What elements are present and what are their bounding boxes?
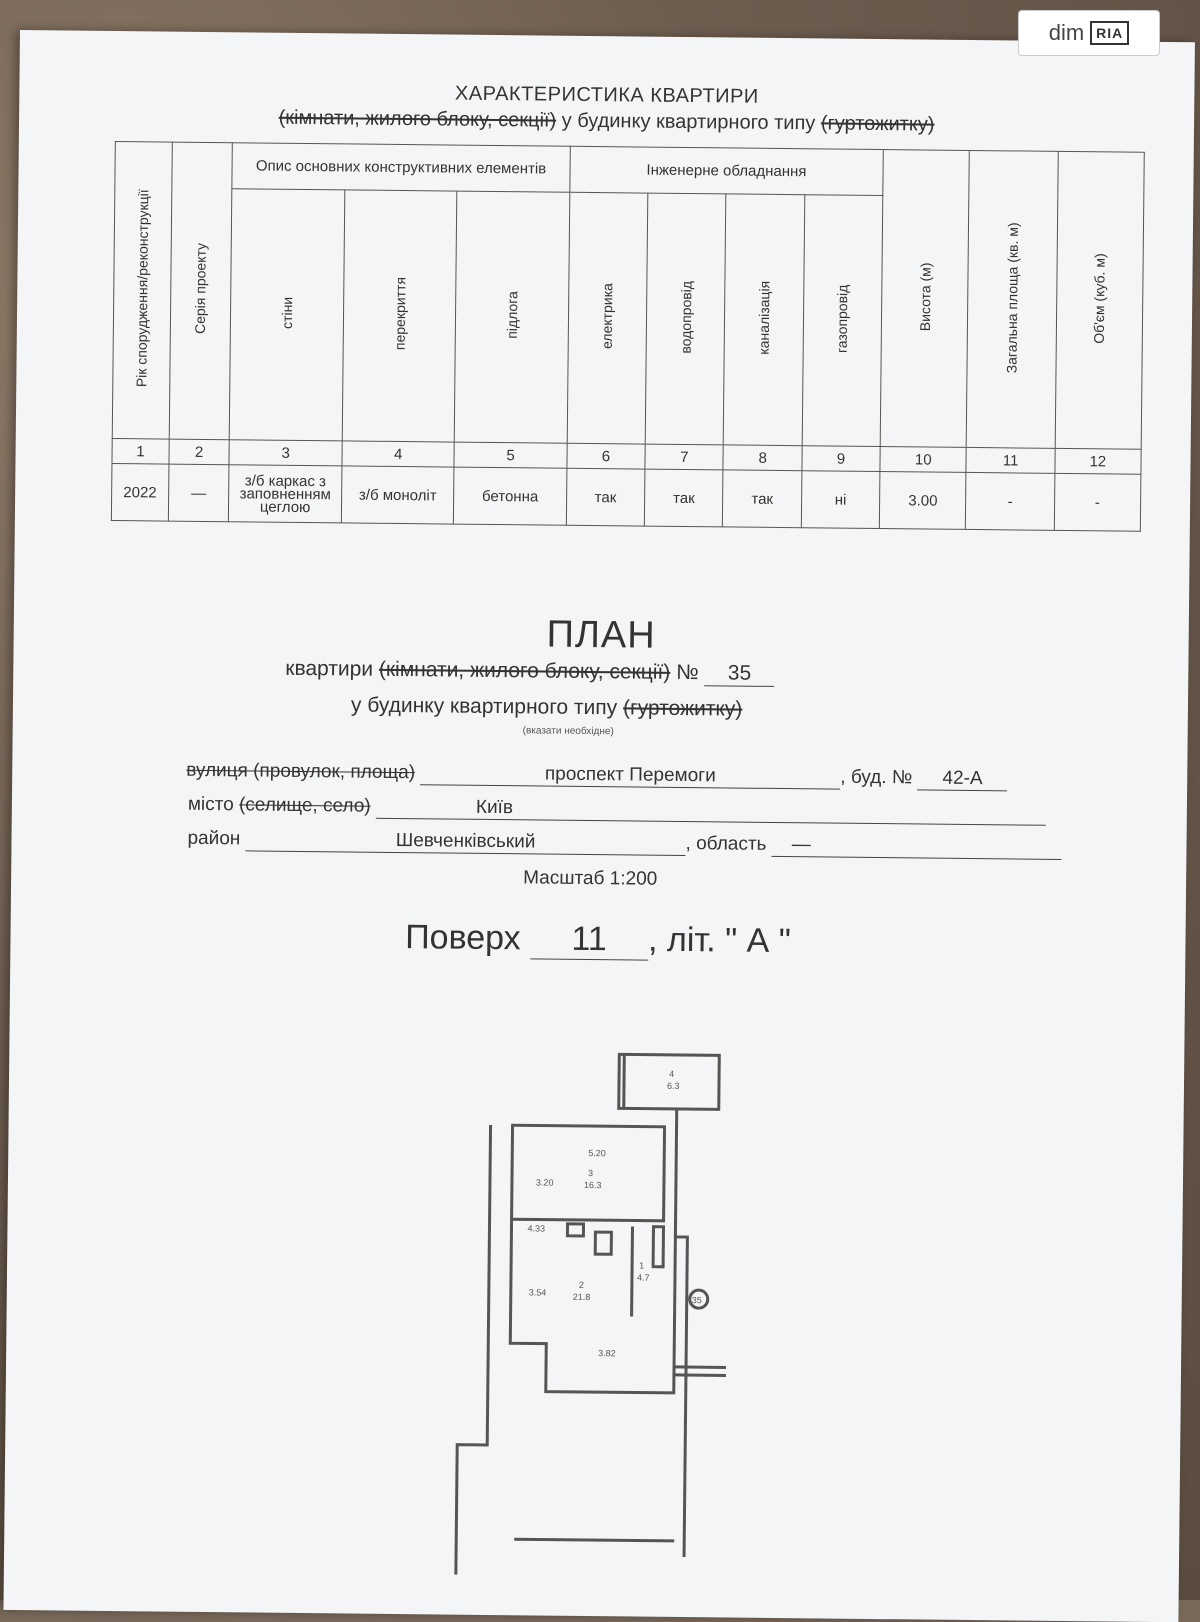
stove-icon	[595, 1232, 611, 1254]
num-cell: 12	[1055, 448, 1142, 474]
col-electric-header: електрика	[567, 192, 648, 444]
col-walls-header: стіни	[229, 189, 344, 441]
col-height-header: Висота (м)	[880, 150, 969, 448]
plan-line-building-type: у будинку квартирного типу (гуртожитку)	[350, 693, 743, 721]
value-walls: з/б каркас з заповненням цеглою	[229, 465, 342, 523]
col-floors-header: перекриття	[342, 190, 457, 442]
dim-bottom: 3.82	[598, 1348, 616, 1359]
col-volume-header: Об'єм (куб. м)	[1055, 151, 1144, 449]
value-year: 2022	[111, 463, 168, 521]
apartment-circle-number: 35	[691, 1295, 702, 1306]
col-floor-header: підлога	[455, 191, 570, 443]
value-floor: бетонна	[454, 467, 567, 525]
col-series-header: Серія проекту	[169, 142, 233, 440]
value-gas: ні	[801, 471, 880, 529]
dim-mid: 4.33	[527, 1223, 546, 1234]
group-constructive: Опис основних конструктивних елементів	[232, 143, 570, 193]
num-cell: 5	[454, 442, 567, 468]
value-height: 3.00	[879, 472, 966, 530]
dim-left-lower: 3.54	[528, 1287, 547, 1298]
apartment-number: 35	[704, 661, 774, 687]
hint-text: (вказати необхідне)	[522, 725, 614, 738]
value-series: —	[168, 464, 229, 522]
street-value: проспект Перемоги	[420, 762, 840, 789]
col-area-header: Загальна площа (кв. м)	[967, 150, 1058, 448]
col-sewer-header: каналізація	[724, 194, 805, 446]
num-cell: 4	[342, 441, 455, 467]
num-cell: 8	[723, 445, 802, 471]
sink-icon	[567, 1224, 583, 1236]
value-sewer: так	[723, 470, 802, 528]
outer-wall-left	[456, 1125, 491, 1575]
city-value: Київ	[376, 796, 1046, 826]
dim-top: 5.20	[588, 1148, 606, 1159]
col-year-header: Рік спорудження/реконструкції	[112, 142, 172, 440]
subtitle-struck-end: (гуртожитку)	[820, 112, 935, 136]
num-cell: 1	[112, 438, 169, 464]
district-line: район Шевченківський , область —	[187, 828, 1061, 860]
value-area: -	[966, 472, 1055, 530]
room-4-number: 4	[669, 1068, 675, 1079]
col-gas-header: газопровід	[802, 195, 883, 447]
values-row	[111, 463, 1141, 531]
num-cell: 10	[880, 447, 967, 473]
num-cell: 9	[802, 446, 881, 472]
room-2-walls	[510, 1219, 676, 1393]
num-cell: 7	[645, 444, 724, 470]
brand-badge: RIA	[1090, 21, 1129, 45]
value-floors: з/б моноліт	[341, 466, 454, 524]
num-cell: 6	[567, 443, 646, 469]
characteristics-table	[111, 141, 1145, 532]
plan-line-apartment: квартири (кімнати, жилого блоку, секції) № 35	[285, 657, 774, 687]
floor-number: 11	[530, 919, 648, 960]
room-4-area: 6.3	[666, 1080, 680, 1091]
room-3-area: 16.3	[583, 1179, 602, 1191]
num-cell: 3	[229, 440, 342, 466]
district-value: Шевченківський	[246, 828, 686, 856]
room-1-number: 1	[639, 1260, 645, 1271]
room-1-area: 4.7	[636, 1272, 650, 1283]
subtitle-struck: (кімнати, жилого блоку, секції)	[278, 106, 557, 132]
room-3-number: 3	[588, 1168, 594, 1179]
doc-title: ХАРАКТЕРИСТИКА КВАРТИРИ	[454, 82, 759, 108]
num-cell: 11	[966, 447, 1054, 473]
room-2-number: 2	[578, 1279, 584, 1290]
brand-name: dim	[1048, 20, 1085, 45]
floor-plan-drawing	[414, 1034, 760, 1578]
room-2-area: 21.8	[572, 1291, 591, 1303]
bath-icon	[653, 1227, 663, 1267]
region-value: —	[772, 834, 1062, 860]
document-page	[3, 30, 1194, 1622]
group-engineering: Інженерне обладнання	[570, 146, 884, 195]
num-cell: 2	[169, 439, 230, 465]
subtitle-middle: у будинку квартирного типу	[556, 109, 822, 135]
value-electric: так	[566, 468, 645, 526]
value-volume: -	[1054, 473, 1141, 531]
building-number: 42-А	[917, 767, 1007, 791]
dim-left-upper: 3.20	[535, 1177, 554, 1188]
dimria-watermark	[1018, 10, 1160, 56]
street-line: вулиця (провулок, площа) проспект Перемоги , буд. № 42-А	[186, 760, 1008, 792]
plan-title: ПЛАН	[546, 613, 656, 657]
value-water: так	[644, 469, 723, 527]
col-water-header: водопровід	[645, 193, 726, 445]
city-line: місто (селище, село) Київ	[188, 794, 1046, 826]
floor-line: Поверх 11 , літ. " А "	[405, 918, 792, 961]
scale-text: Масштаб 1:200	[523, 867, 658, 890]
